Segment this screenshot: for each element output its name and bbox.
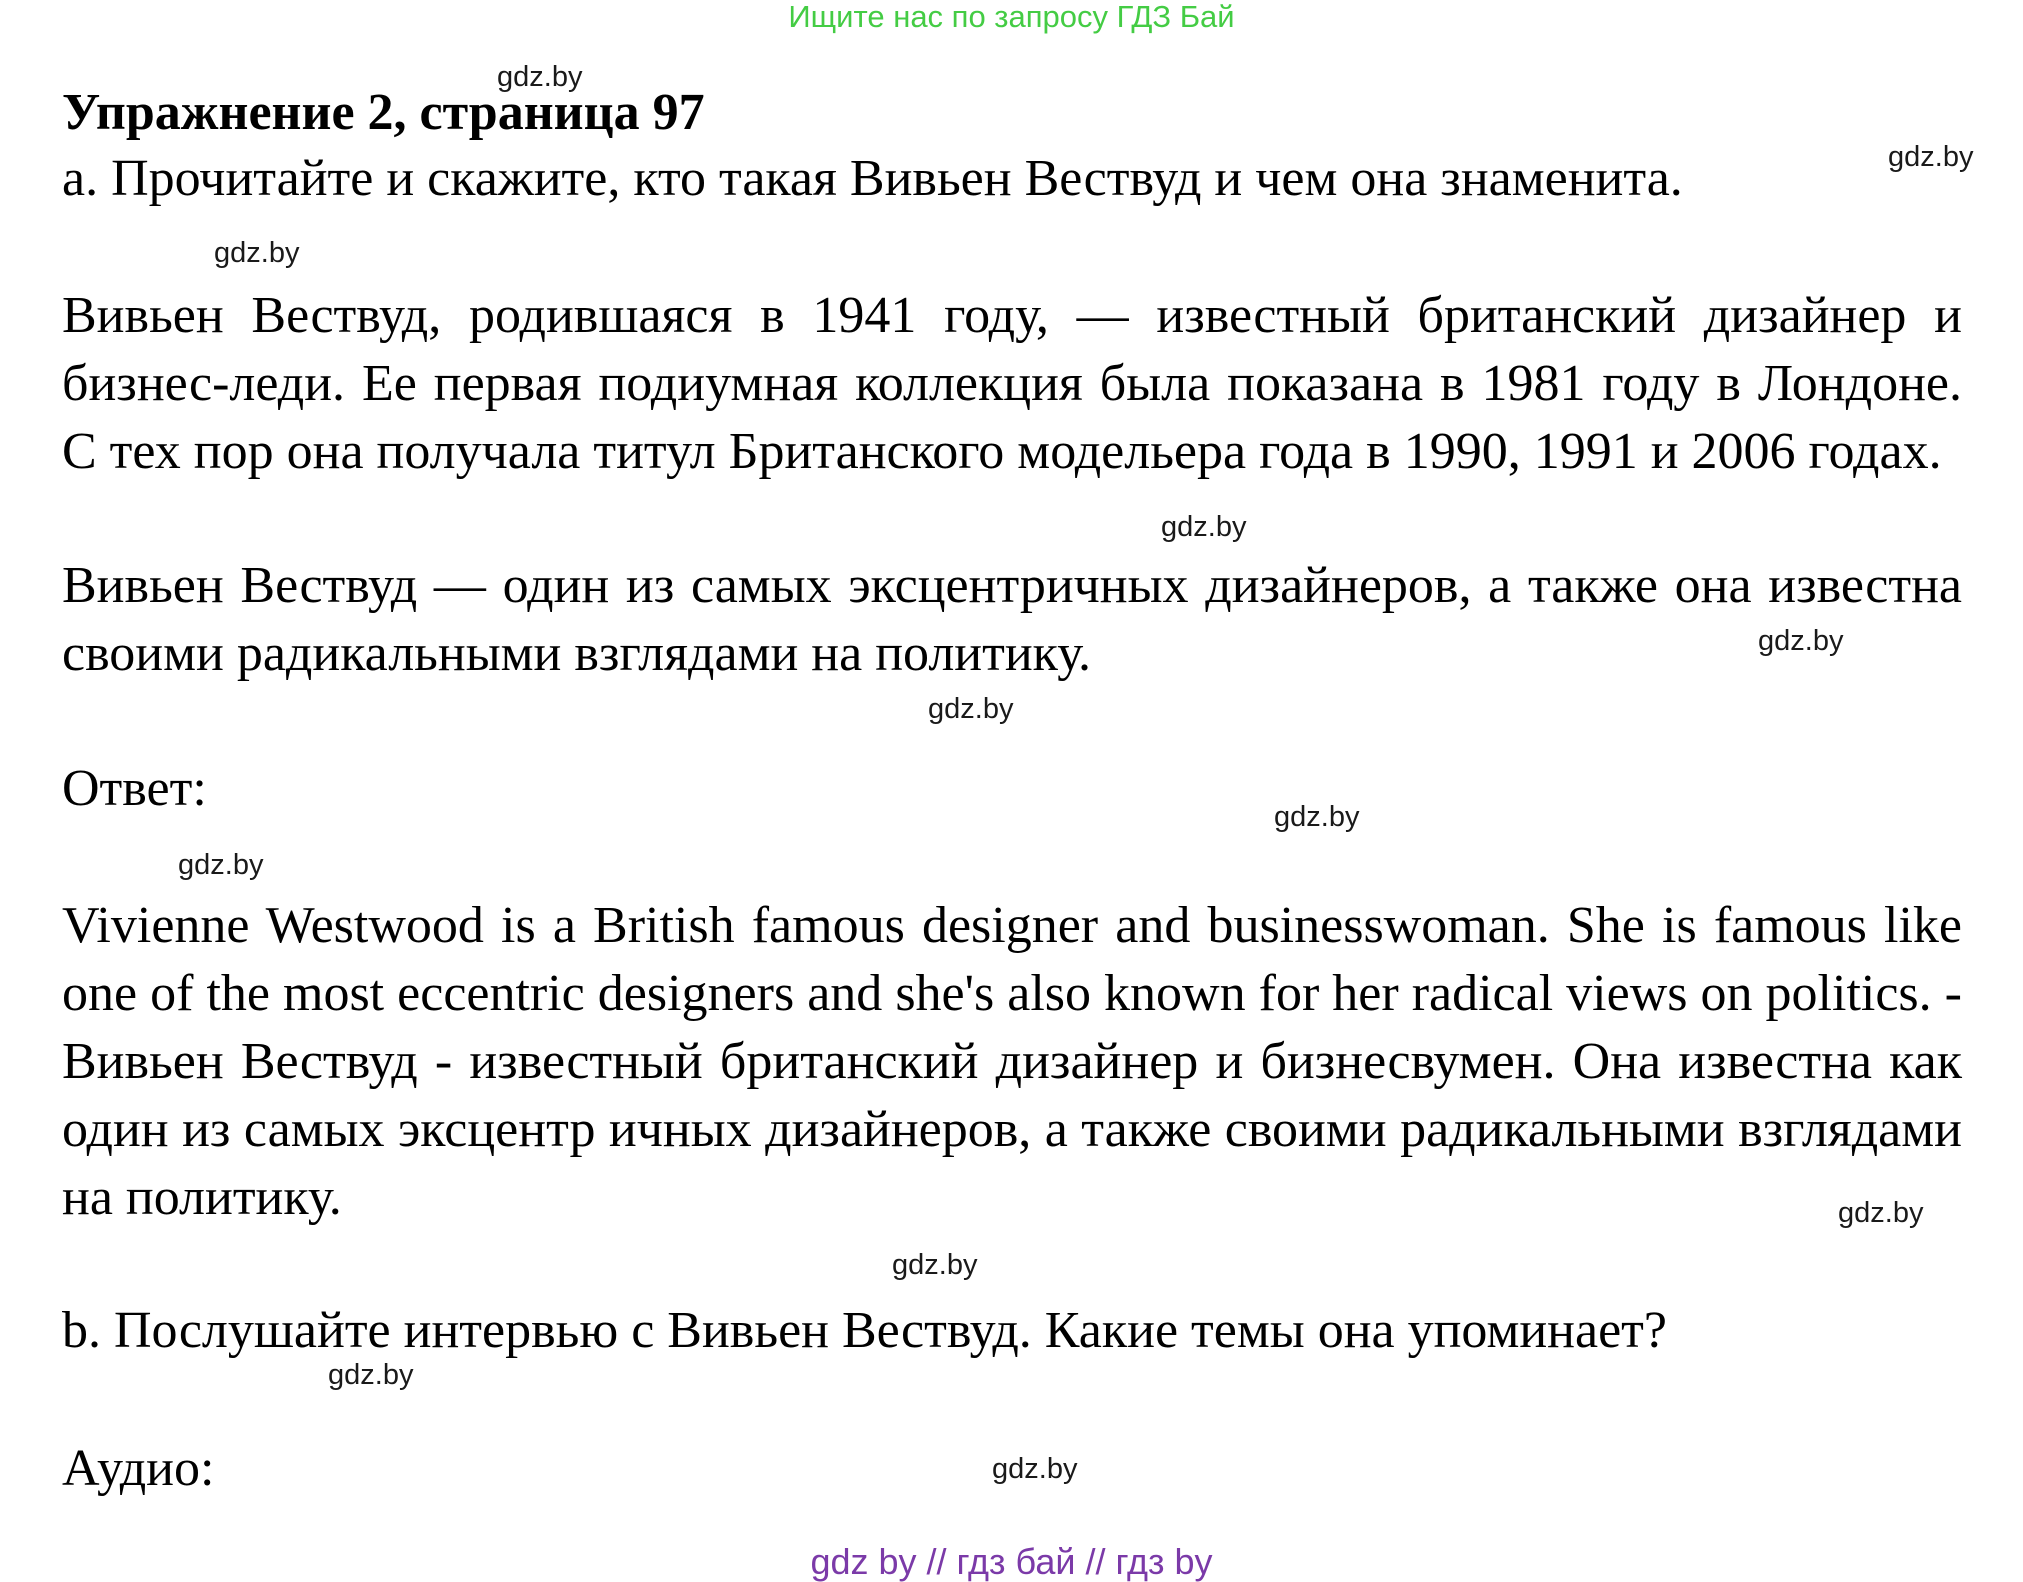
watermark: gdz.by [1838, 1197, 1924, 1229]
answer-text: Vivienne Westwood is a British famous designer and businesswoman. She is famous like one of the most eccentric designers and she's also known for her radical views on politics. - Вивьен Вествуд - известный британский дизайнер и бизнесвумен. Она известна как один из самых эксцентр ичных дизайнеров, а также своими радикальными взглядами на политику. [62, 897, 1962, 1226]
footer-links[interactable]: gdz by // гдз бай // гдз by [810, 1541, 1213, 1582]
task-b-question: b. Послушайте интервью с Вивьен Вествуд. Какие темы она упоминает? [62, 1302, 1667, 1359]
search-banner: Ищите нас по запросу ГДЗ Бай [788, 0, 1235, 34]
watermark: gdz.by [928, 693, 1014, 725]
watermark: gdz.by [178, 849, 264, 881]
watermark: gdz.by [1161, 511, 1247, 543]
answer-label: Ответ: [62, 760, 207, 817]
watermark: gdz.by [214, 237, 300, 269]
audio-label: Аудио: [62, 1440, 215, 1497]
watermark: gdz.by [497, 61, 583, 93]
task-a-question: a. Прочитайте и скажите, кто такая Вивьен Вествуд и чем она знаменита. [62, 150, 1683, 207]
page-title: Упражнение 2, страница 97 [62, 84, 705, 141]
task-a-paragraph-2: Вивьен Вествуд — один из самых эксцентричных дизайнеров, а также она известна своими радикальными взглядами на политику. [62, 557, 1962, 682]
watermark: gdz.by [1274, 801, 1360, 833]
watermark: gdz.by [1758, 625, 1844, 657]
watermark: gdz.by [328, 1359, 414, 1391]
watermark: gdz.by [992, 1453, 1078, 1485]
watermark: gdz.by [1888, 141, 1974, 173]
watermark: gdz.by [892, 1249, 978, 1281]
task-a-paragraph-1: Вивьен Вествуд, родившаяся в 1941 году, — известный британский дизайнер и бизнес-леди. Ее первая подиумная коллекция была показана в 1981 году в Лондоне. С тех пор она получала титул Британского модельера года в 1990, 1991 и 2006 годах. [62, 287, 1962, 480]
